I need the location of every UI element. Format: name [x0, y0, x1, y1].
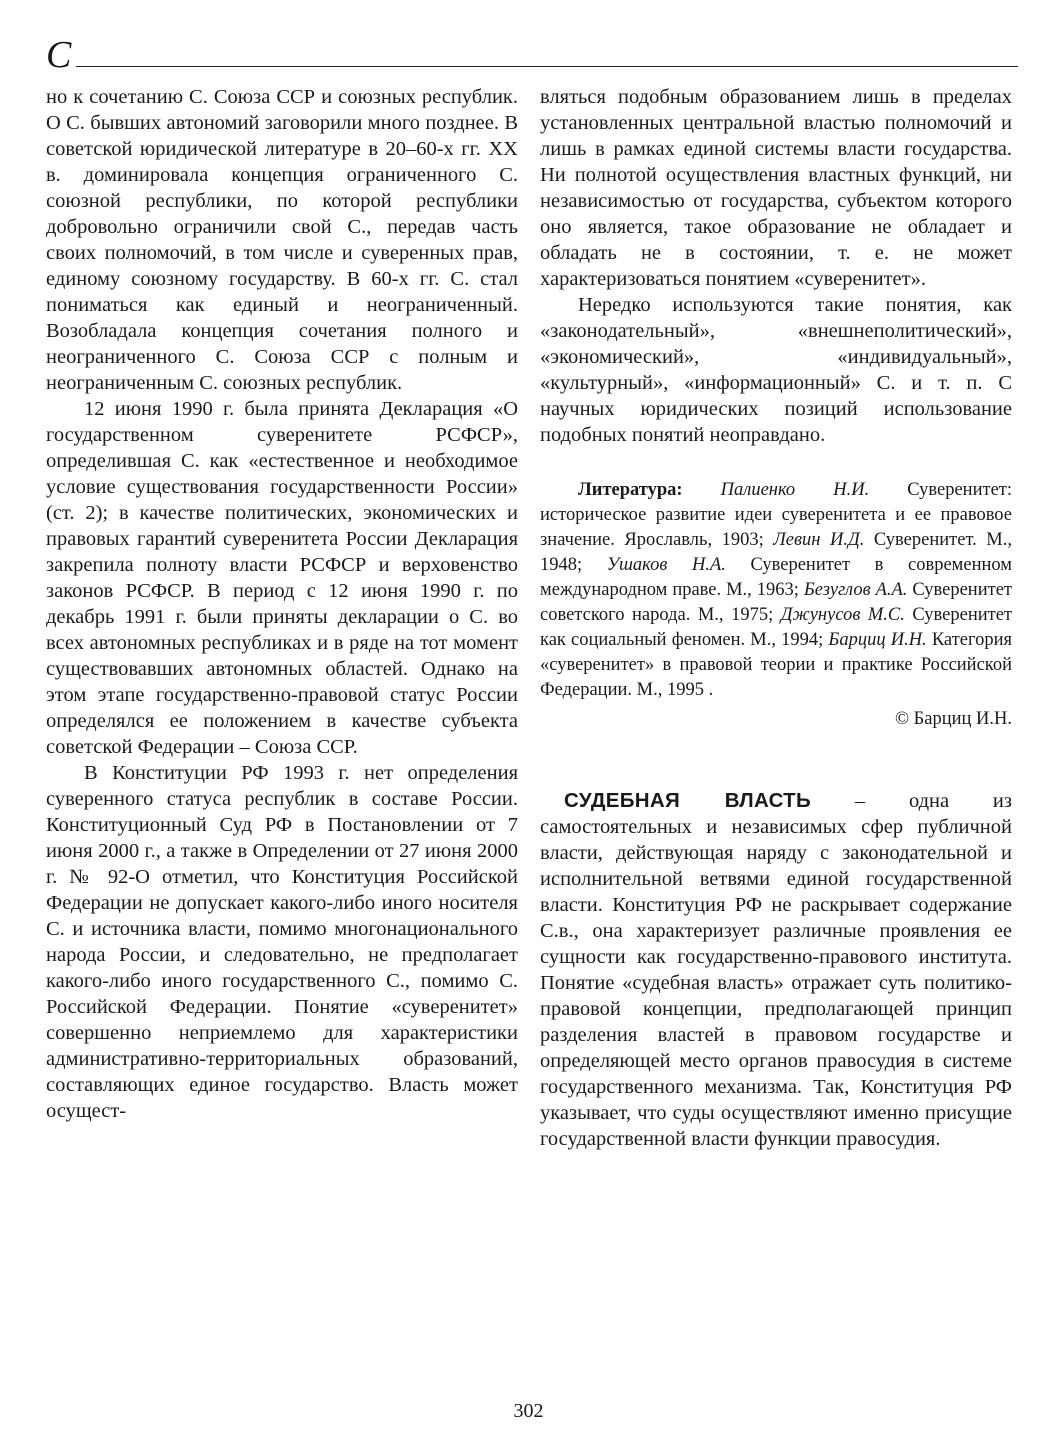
entry-term: СУДЕБНАЯ ВЛАСТЬ: [564, 789, 812, 812]
reference-text: Суверенитет в современном международном праве. М., 1963;: [540, 555, 1012, 600]
author: Левин И.Д.: [773, 530, 865, 550]
header-rule: [76, 66, 1018, 67]
author: Палиенко Н.И.: [720, 480, 870, 500]
left-column: [46, 84, 518, 1124]
author: Безуглов А.А.: [803, 580, 908, 600]
section-letter: С: [46, 34, 72, 76]
reference-text: Суверенитет советского народа. М., 1975;: [540, 580, 1012, 625]
page-number: 302: [513, 1400, 544, 1422]
paragraph: но к сочетанию С. Союза ССР и союзных республик. О С. бывших автономий заговорили много позднее. В советской юридической литературе в 20–60-х гг. XX в. доминировала концепция ограниченного С. союзной республики, по которой республики добровольно ограничили свой С., передав часть своих полномочий, в том числе и суверенных прав, единому союзному государству. В 60-х гг. С. стал пониматься как единый и неограниченный. Возобладала концепция сочетания полного и неограниченного С. Союза ССР с полным и неограниченным С. союзных республик.: [46, 86, 518, 394]
paragraph: В Конституции РФ 1993 г. нет определения суверенного статуса республик в составе России. Конституционный Суд РФ в Постановлении от 7 июня 2000 г., а также в Определении от 27 июня 2000 г. № 92-О отметил, что Конституция Российской Федерации не допускает какого-либо иного носителя С. и источника власти, помимо многонационального народа России, и следовательно, не предполагает какого-либо иного государственного С., помимо С. Российской Федерации. Понятие «суверенитет» совершенно неприемлемо для характеристики административно-территориальных образований, составляющих единое государство. Власть может осущест-: [46, 762, 518, 1122]
paragraph: вляться подобным образованием лишь в пределах установленных центральной властью полномочий и лишь в рамках единой системы власти государства. Ни полнотой осуществления властных функций, ни независимостью от государства, субъектом которого оно является, такое образование не обладает и обладать не в состоянии, т. е. не может характеризоваться понятием «суверенитет».: [540, 86, 1012, 290]
author: Ушаков Н.А.: [606, 555, 726, 575]
author-signature: © Барциц И.Н.: [894, 709, 1012, 729]
paragraph: 12 июня 1990 г. была принята Декларация «О государственном суверенитете РСФСР», определившая С. как «естественное и необходимое условие существования государственности России» (ст. 2); в качестве политических, экономических и правовых гарантий суверенитета России Декларация закрепила полноту власти РСФСР и верховенство законов РСФСР. В период с 12 июня 1990 г. по декабрь 1991 г. были приняты декларации о С. во всех автономных республиках и в ряде на тот момент существовавших автономных областей. Однако на этом этапе государственно-правовой статус России определялся ее положением в качестве субъекта советской Федерации – Союза ССР.: [46, 398, 518, 758]
literature-block: [540, 478, 1012, 703]
reference-text: Суверенитет как социальный феномен. М., 1994;: [540, 605, 1012, 650]
literature-label: Литература:: [578, 480, 683, 500]
dictionary-entry: [540, 788, 1012, 1152]
reference-text: Категория «суверенитет» в правовой теории и практике Российской Федерации. М., 1995 .: [540, 630, 1012, 700]
entry-text: – одна из самостоятельных и независимых сфер публичной власти, действующая наряду с законодательной и исполнительной ветвями единой государственной власти. Конституция РФ не раскрывает содержание С.в., она характеризует различные проявления ее сущности как государственно-правового института. Понятие «судебная власть» отражает суть политико-правовой концепции, предполагающей принцип разделения властей в правовом государстве и определяющей место органов правосудия в системе государственного механизма. Так, Конституция РФ указывает, что суды осуществляют именно присущие государственной власти функции правосудия.: [540, 790, 1012, 1150]
author: Барциц И.Н.: [828, 630, 927, 650]
reference-text: Суверенитет. М., 1948;: [540, 530, 1012, 575]
right-column: [540, 84, 1012, 1152]
reference-text: Суверенитет: историческое развитие идеи суверенитета и ее правовое значение. Ярославль, 1903;: [540, 480, 1012, 550]
author: Джунусов М.С.: [780, 605, 905, 625]
paragraph: Нередко используются такие понятия, как «законодательный», «внешнеполитический», «экономический», «индивидуальный», «культурный», «информационный» С. и т. п. С научных юридических позиций использование подобных понятий неоправдано.: [540, 294, 1012, 446]
